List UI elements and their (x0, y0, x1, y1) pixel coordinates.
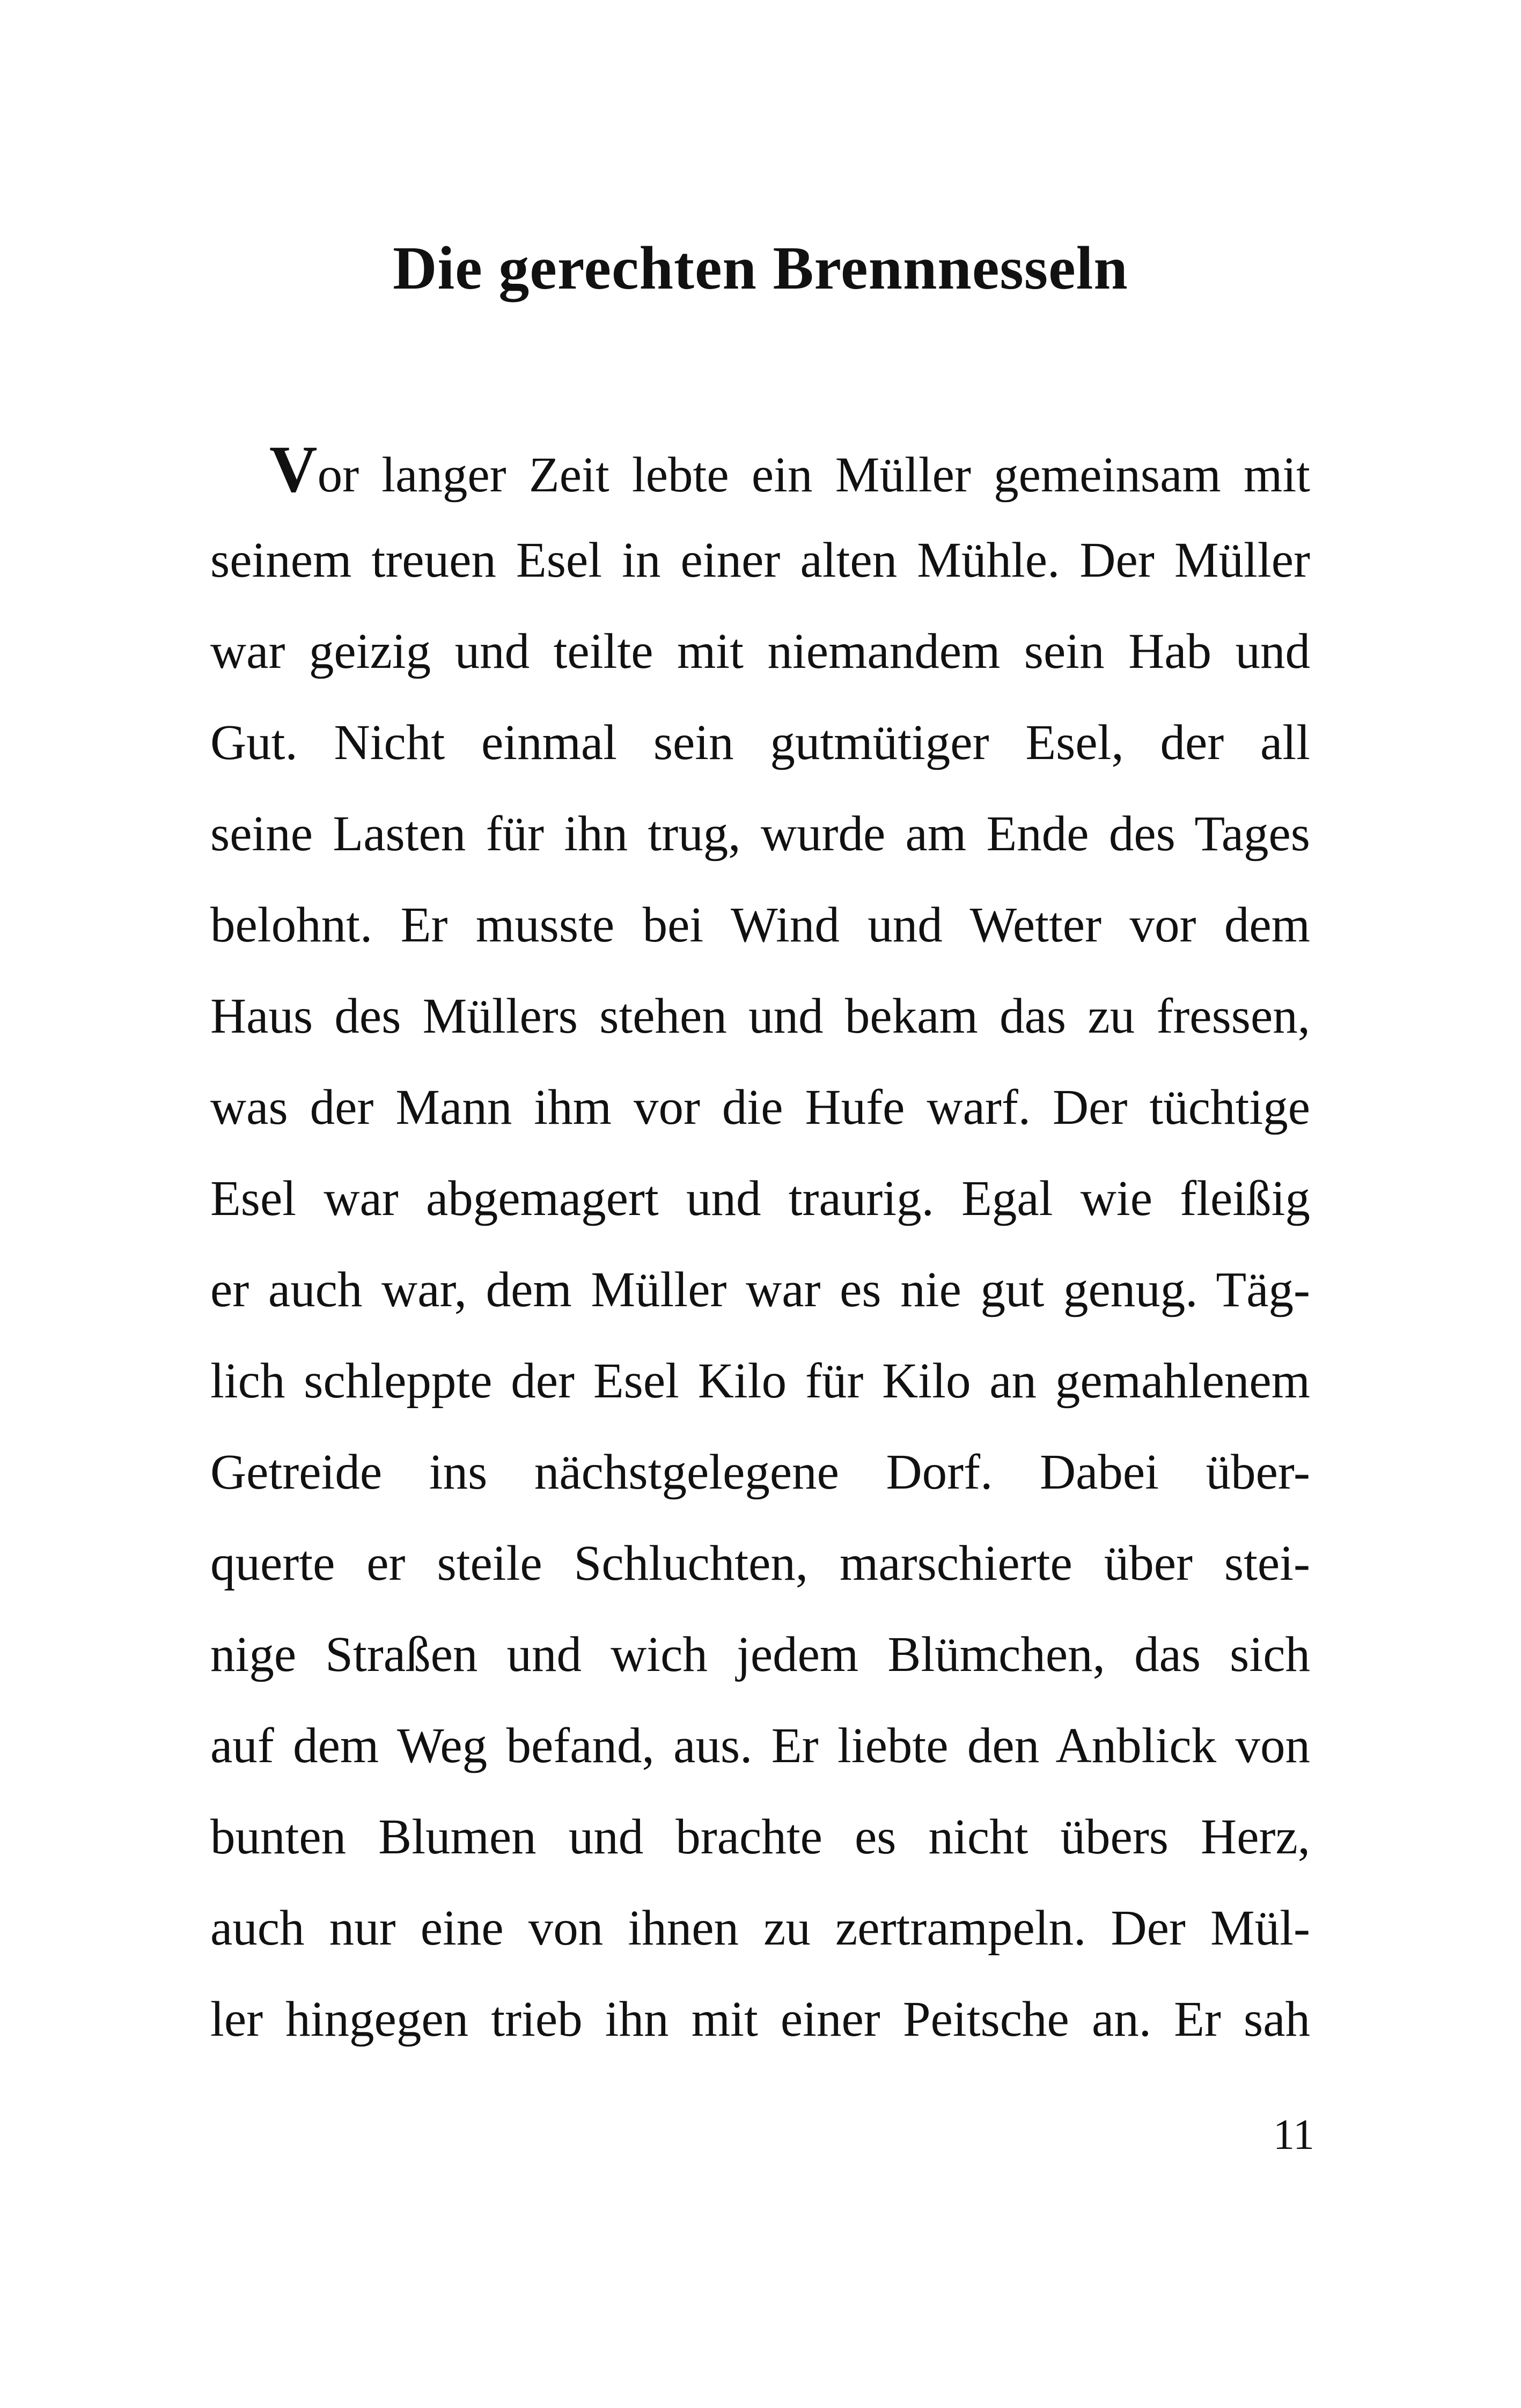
paragraph-line: seine Lasten für ihn trug, wurde am Ende des Tages (210, 806, 1310, 861)
paragraph-line: querte er steile Schluchten, marschierte über stei- (210, 1536, 1310, 1591)
paragraph-line: bunten Blumen und brachte es nicht übers Herz, (210, 1809, 1310, 1865)
page-number: 11 (1273, 2111, 1314, 2159)
paragraph-line: nige Straßen und wich jedem Blümchen, das sich (210, 1627, 1310, 1682)
paragraph-line: Haus des Müllers stehen und bekam das zu fressen, (210, 989, 1310, 1044)
paragraph-line: auch nur eine von ihnen zu zertrampeln. Der Mül- (210, 1901, 1310, 1956)
paragraph-line: ler hingegen trieb ihn mit einer Peitsche an. Er sah (210, 1992, 1310, 2047)
paragraph-line: er auch war, dem Müller war es nie gut genug. Täg- (210, 1262, 1310, 1317)
paragraph-line: Gut. Nicht einmal sein gutmütiger Esel, der all (210, 715, 1310, 770)
line-text: or langer Zeit lebte ein Müller gemeinsam mit (317, 447, 1310, 503)
body-text (210, 424, 1310, 2065)
chapter-title: Die gerechten Brennnesseln (393, 234, 1128, 302)
paragraph-line: auf dem Weg befand, aus. Er liebte den Anblick von (210, 1718, 1310, 1773)
paragraph-line: Esel war abgemagert und traurig. Egal wie fleißig (210, 1171, 1310, 1226)
paragraph-line: lich schleppte der Esel Kilo für Kilo an gemahlenem (210, 1353, 1310, 1409)
drop-cap: V (269, 432, 318, 506)
paragraph-line: belohnt. Er musste bei Wind und Wetter vor dem (210, 897, 1310, 953)
paragraph-line (210, 424, 1310, 515)
paragraph-line: Getreide ins nächstgelegene Dorf. Dabei über- (210, 1445, 1310, 1500)
paragraph-line: war geizig und teilte mit niemandem sein Hab und (210, 624, 1310, 679)
paragraph-line: was der Mann ihm vor die Hufe warf. Der tüchtige (210, 1080, 1310, 1135)
paragraph-line: seinem treuen Esel in einer alten Mühle. Der Müller (210, 533, 1310, 588)
